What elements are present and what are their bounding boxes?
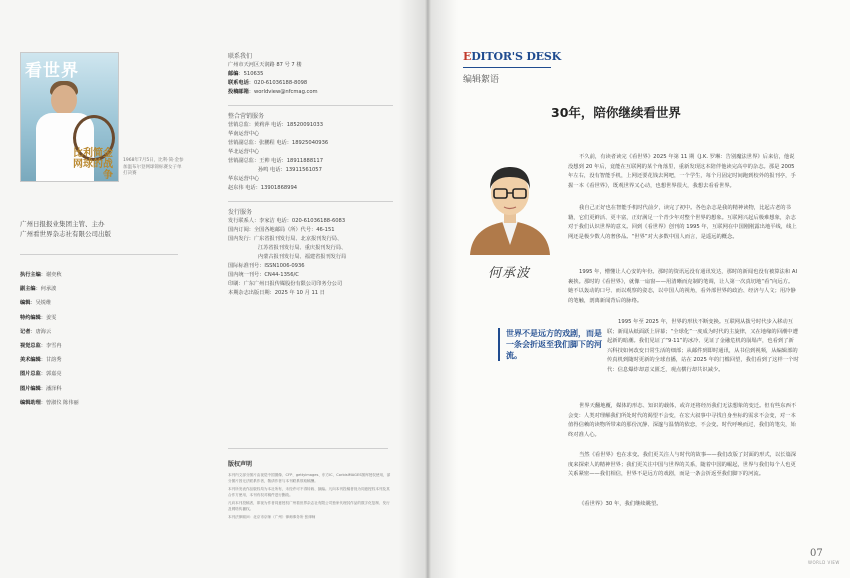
- author-portrait: [462, 155, 558, 255]
- pull-quote-text: 世界不是远方的戏剧，而是一条会折返至我们脚下的河流。: [506, 329, 602, 360]
- cover-caption: 1968年7月5日，比利·简·金参加温布尔登网球锦标赛女子单打决赛: [123, 158, 184, 176]
- marketing-region: 华南运营中心: [228, 131, 260, 137]
- marketing-line: 赵东伟 电话：13901868994: [228, 185, 298, 191]
- staff-role: 编辑助理: [20, 399, 41, 406]
- logo-underline: [463, 67, 551, 68]
- distribution-line: 国际标准刊号：ISSN1006-0936: [228, 263, 305, 269]
- divider: [20, 254, 178, 255]
- copyright-paragraph: 凡向本刊投稿者，即视为作者同意授权广州看世界杂志社有限公司独家代理其作品的数字化复制、发行及网络传播权。: [228, 501, 390, 511]
- staff-row: 编辑：吴锐维: [20, 300, 52, 307]
- staff-role: 图片编辑: [20, 385, 41, 392]
- staff-name: 郭嘉亮: [45, 371, 62, 378]
- page-number: 07: [810, 548, 823, 559]
- marketing-line: 营销总监：黄莉萍 电话：18520091033: [228, 122, 324, 128]
- publisher-line: 广州日报报业集团主管、主办: [20, 220, 105, 228]
- author-signature: 何承波: [488, 266, 531, 281]
- staff-row: 记者：唐海云: [20, 328, 52, 335]
- staff-row: 美术编辑：甘韵秀: [20, 357, 62, 364]
- publisher-block: [20, 219, 190, 239]
- distribution-line: 国内统一刊号：CN44-1356/C: [228, 272, 299, 278]
- staff-row: 图片编辑：潘泽科: [20, 385, 62, 392]
- staff-role: 视觉总监: [20, 343, 41, 350]
- divider: [228, 105, 393, 106]
- staff-list: [20, 268, 180, 410]
- staff-row: 执行主编：谢奕秋: [20, 272, 62, 278]
- staff-row: 特约编辑：姜雯: [20, 314, 57, 321]
- copyright-block: [228, 460, 393, 520]
- article-paragraph: 我自己正好也在智能手机时代前夕，读完了初中。各色杂志是我的精神读物，比起古老的书籍，它们更鲜活、更丰富，正好满足一个青少年对整个世界的想象。互联网兴起后极难想象，杂志对于我们认识世界的意义。回到《看世界》创刊的 1995 年，互联网在中国刚刚露出地平线，线上网还是极少数人的奢侈品。“世界”对大多数中国人而言，是遥远的概念。: [568, 205, 797, 240]
- marketing-region: 华东运营中心: [228, 176, 260, 182]
- staff-role: 图片总监: [20, 371, 41, 378]
- staff-role: 记者: [20, 328, 31, 335]
- editors-desk-logo: [463, 50, 563, 63]
- divider: [228, 448, 388, 449]
- marketing-line: 孙鸣 电话：13911561057: [258, 167, 322, 173]
- staff-name: 甘韵秀: [45, 357, 62, 364]
- info-column: [228, 52, 398, 298]
- staff-name: 吴锐维: [35, 300, 52, 307]
- pull-quote: [498, 328, 602, 361]
- page-magazine-name: WORLD VIEW: [808, 560, 840, 565]
- article-paragraph: 世界天翻地覆，媒体的形态、知识的载体，或许还将经历我们无法想象的变迁。但有些东西不会变：人类对理解我们所处时代的渴望不会变，在宏大叙事中寻找自身坐标的需求不会变，对一本值得信赖的读物所带来的那份沉静、深邃与温情的依恋，不会变。时代呼唤而过，我们的笔尖，始终对准人心。: [568, 403, 797, 438]
- staff-name: 潘泽科: [45, 385, 62, 392]
- contact-address: 广州市天河区天润路 87 号 7 楼: [228, 62, 302, 68]
- editors-desk-logo-cn: 编辑絮语: [463, 75, 500, 85]
- cover-title: 看世界: [25, 61, 79, 81]
- article-paragraph: 1995 年至 2025 年，世界的形状不断变换。互联网从拨号时代步入移动互联；新闻从纸面跃上屏幕；“全球化”一度成为时代的主旋律，又在地缘的回潮中遭起新的暗潮。我们见证了“9·11”的冰冷、见证了金融危机的崩塌声，也看到了新兴科技如何改变日常生活的细部；从邮件到即时通讯，从书信到视频，从编辑部的传真机到随时更新的全球直播，站在 2025 年的门槛回望，我们看到了这样一个时代：信息爆炸却意义匮乏，观点横行却共识减少。: [607, 319, 799, 373]
- distribution-line: 印刷：广东广州日报传媒股份有限公司印务分公司: [228, 281, 343, 287]
- staff-name: 曾淑仪 陈伟丽: [45, 399, 79, 406]
- article-paragraph: 当然《看世界》也在求变。我们更关注人与时代的故事——我们改版了封面的形式，以长篇深度来探索人的精神世界；我们更关注中国与世界的关系，随着中国的崛起，世界与我们每个人也更关系紧密——我们相信，世界不是远方的戏剧，而是一条会折返至我们脚下的河流。: [568, 452, 797, 478]
- distribution-line: 本期杂志出版日期：2025 年 10 月 11 日: [228, 290, 325, 296]
- distribution-line: 内蒙古报刊发行局、福建省报刊发行局: [258, 254, 347, 260]
- contact-email[interactable]: 投稿邮箱：worldview@nfcmag.com: [228, 89, 318, 95]
- staff-row: 视觉总监：李雪冉: [20, 343, 62, 350]
- contact-phone: 联系电话：020-61036188-8098: [228, 80, 308, 86]
- marketing-region: 华北运营中心: [228, 149, 260, 155]
- staff-role: 美术编辑: [20, 357, 41, 364]
- marketing-title: 整合营销服务: [228, 113, 265, 120]
- distribution-line: 发行联系人：李家洁 电话：020-61036188-6083: [228, 218, 346, 224]
- magazine-cover: [20, 52, 119, 182]
- copyright-paragraph: 本刊内文部分图片由视觉中国图像、CFP、gettyimages、东方IC、CorbisIMAGES图库授权使用，部分图片因无法联系作者，敬请作者与本刊联系领取稿酬。: [228, 473, 391, 483]
- staff-name: 李雪冉: [45, 343, 62, 350]
- cover-headline: 比利简金网球的战争: [73, 148, 113, 181]
- staff-row: 图片总监：郭嘉亮: [20, 371, 62, 378]
- article-paragraph: 不久前，有读者读完《看世界》2025 年第 11 期《J.K. 罗琳：告别魔法世界》后来信，他说没想到 20 年后，竟能在互联网的某个角落里，重新发现这本陪伴他读完高中的杂志。那是 2005 年左右，没有智能手机，上网还要花钱去网吧，一个学生，每个月固定时间跑到校外的报刊亭，手握一本《看世界》，既观世界又心动，也想世界很大，我想去看看世界。: [568, 154, 796, 189]
- article-paragraph: 1995 年，懵懂让人心安的年份。那时的资讯远没有通讯发达，那时的新闻也没有被算法和 AI 裹挟。那时的《看世界》，就像一扇窗——用清晰而克制的笔调，让人第一次真切地“看”向远方。她不以轰动的口号、而以观察的姿态，以中国人的视角，看外部世界的政治、经济与人文；用冷静的笔触，剖离新闻背后的脉络。: [568, 269, 798, 304]
- copyright-paragraph: 本刊法律顾问：北京市京师（广州）律师事务所 张律师: [228, 515, 316, 519]
- staff-row: 编辑助理：曾淑仪 陈伟丽: [20, 399, 79, 406]
- staff-row: 副主编：何承波: [20, 286, 57, 293]
- editors-desk-logo-en: EDITOR'S DESK: [463, 50, 561, 63]
- cover-figure-head: [51, 85, 77, 115]
- distribution-line: 江苏省报刊发行局、重庆报刊发行局、: [258, 245, 347, 251]
- staff-name: 谢奕秋: [45, 272, 62, 278]
- publisher-line: 广州看世界杂志社有限公司出版: [20, 230, 111, 238]
- staff-role: 副主编: [20, 286, 36, 293]
- marketing-line: 营销副总监：张鹏程 电话：18925040936: [228, 140, 329, 146]
- copyright-title: 版权声明: [228, 461, 253, 468]
- staff-name: 何承波: [40, 286, 57, 293]
- copyright-paragraph: 本刊所发表作品版权均为本社所有，未经许可不得转载、摘编。凡向本刊投稿者视为同意授权本刊及其合作方使用，本刊有权对稿件进行删改。: [228, 487, 390, 497]
- staff-name: 姜雯: [45, 314, 57, 321]
- staff-role: 执行主编: [20, 272, 41, 278]
- contact-postcode: 邮编：510635: [228, 71, 264, 77]
- distribution-line: 国内订阅：全国各地邮局（所）代号：46-151: [228, 227, 335, 233]
- article-headline: 30年，陪你继续看世界: [551, 105, 681, 120]
- marketing-line: 营销副总监：王帅 电话：18911888117: [228, 158, 324, 164]
- distribution-title: 发行服务: [228, 209, 253, 216]
- staff-role: 编辑: [20, 300, 31, 307]
- contact-title: 联系我们: [228, 53, 253, 60]
- distribution-line: 国内发行：广东省报刊发行局、北京报刊发行局、: [228, 236, 343, 242]
- staff-name: 唐海云: [35, 328, 52, 335]
- divider: [228, 201, 393, 202]
- article-paragraph: 《看世界》30 年，我们继续眺望。: [579, 501, 662, 507]
- staff-role: 特约编辑: [20, 314, 41, 321]
